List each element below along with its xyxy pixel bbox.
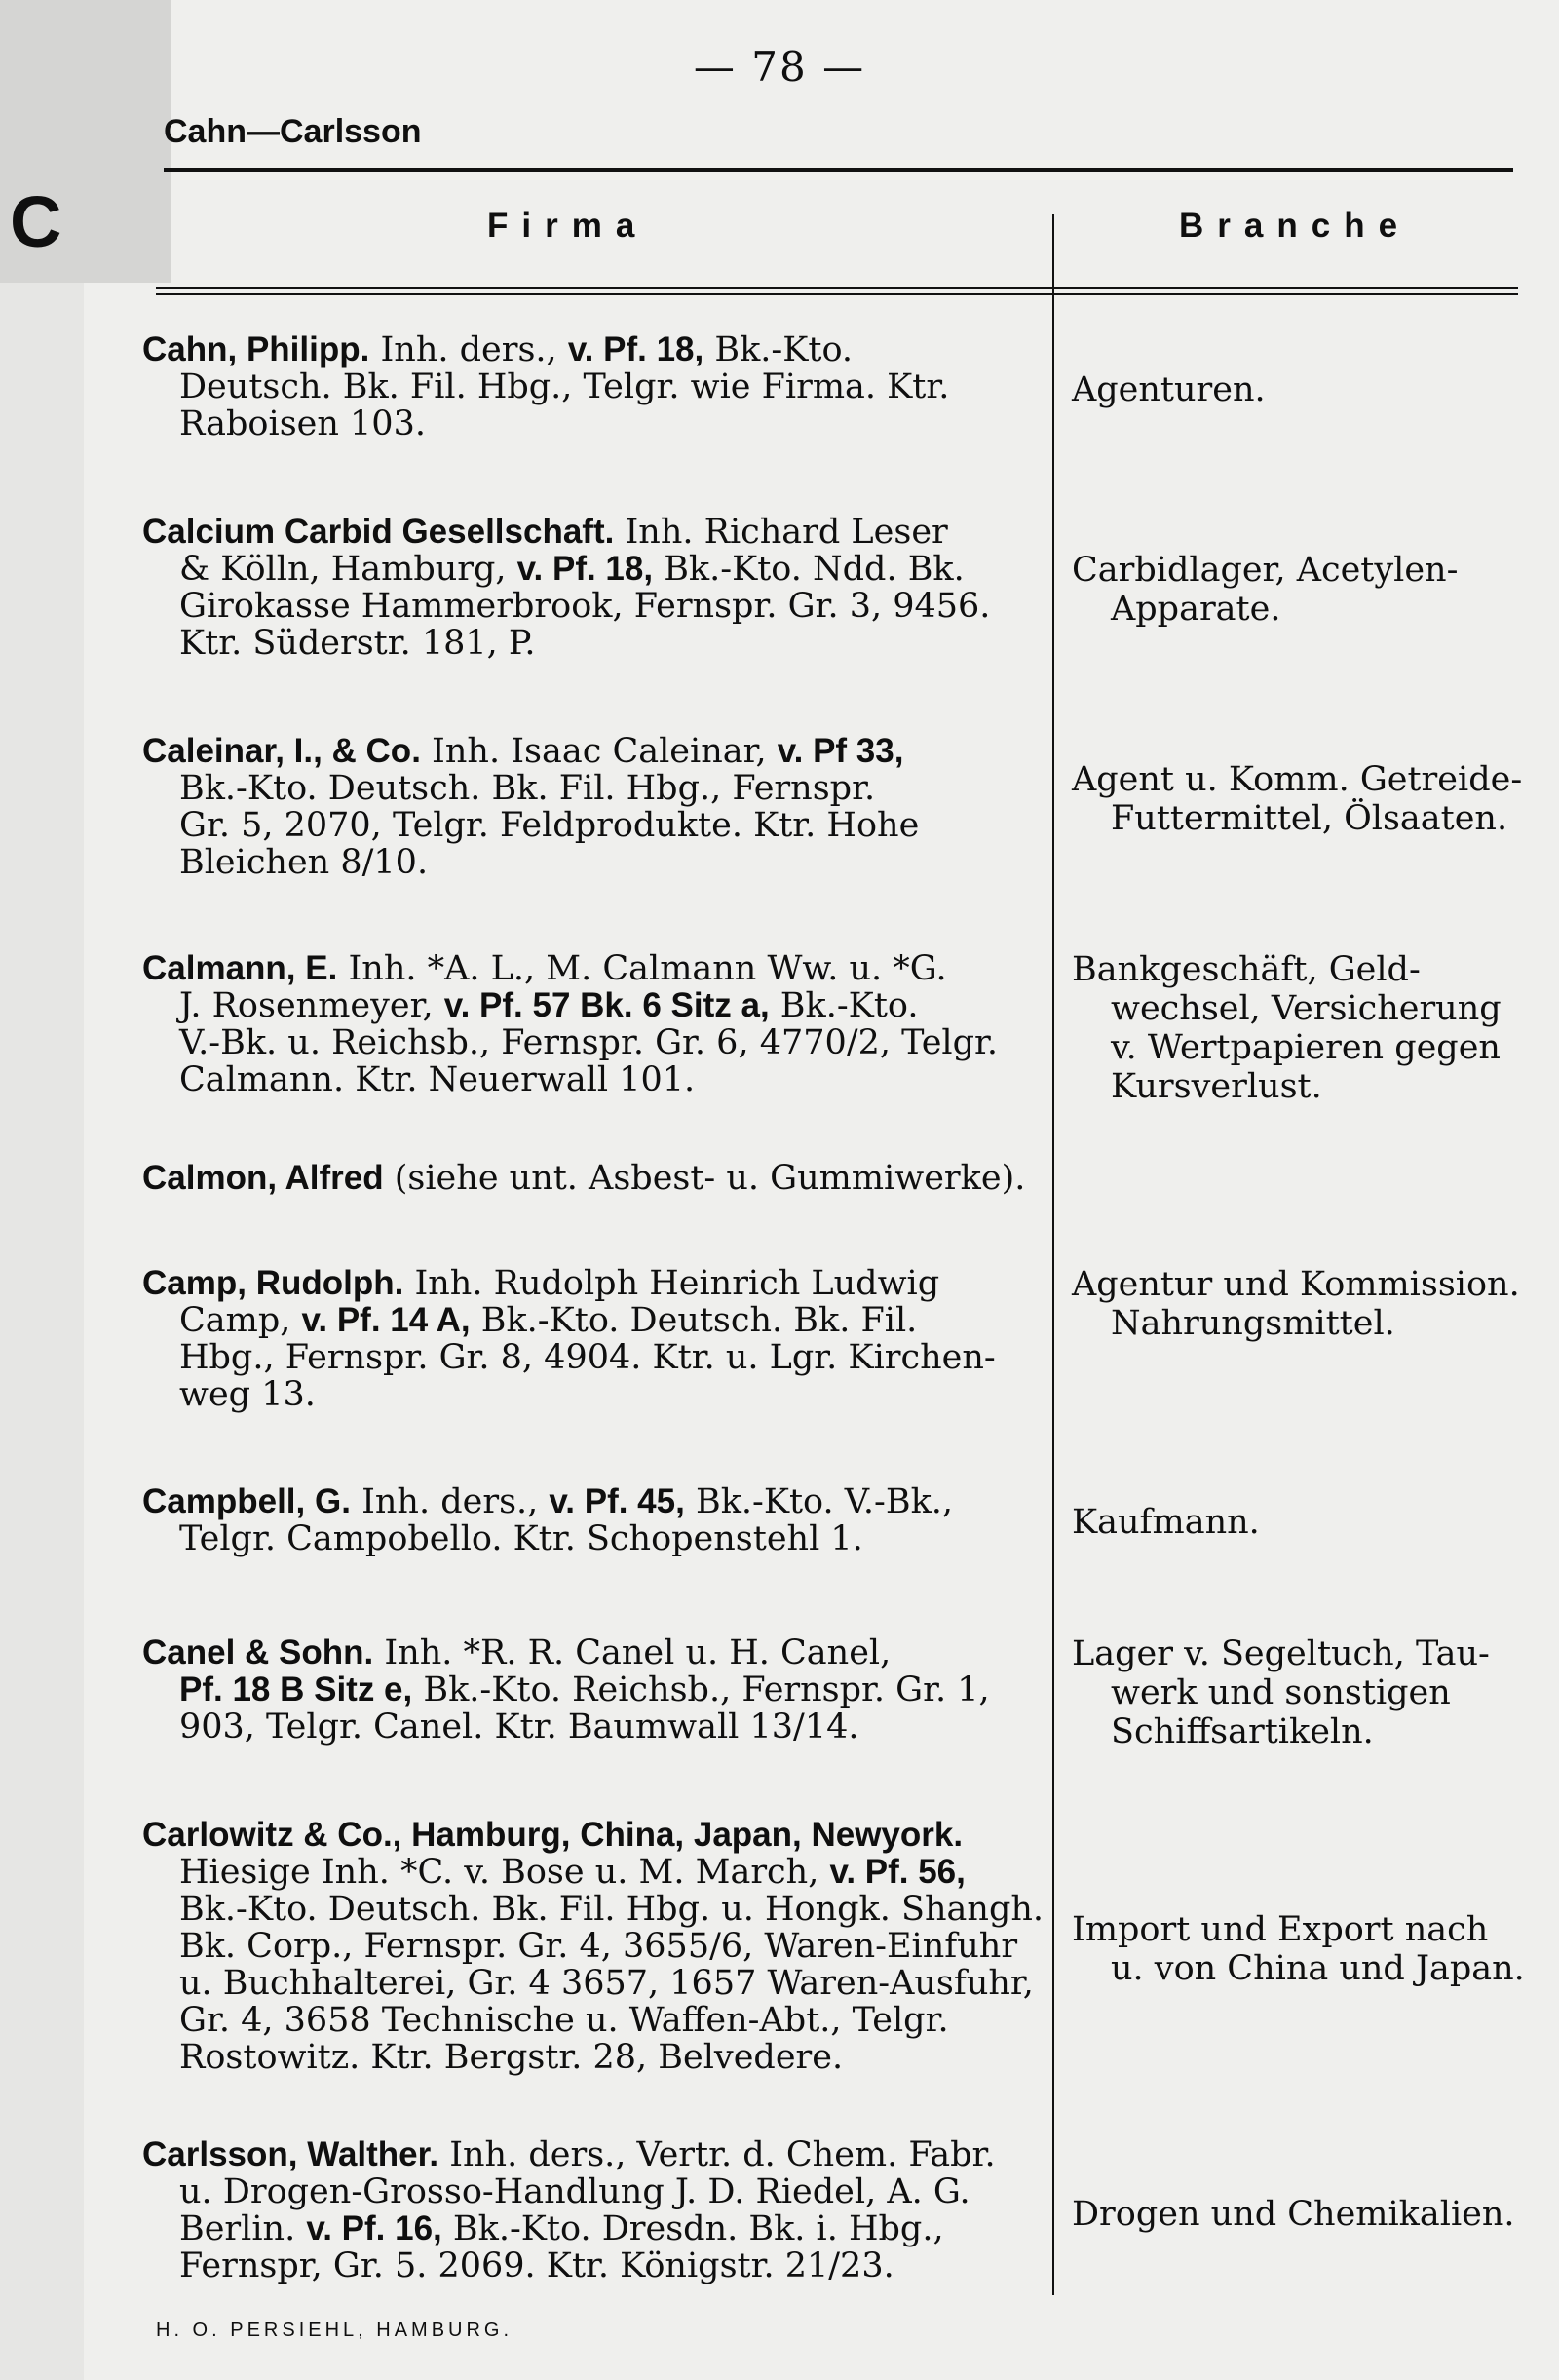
directory-entry bbox=[142, 1817, 1048, 2076]
entry-text: Inh. Richard Leser bbox=[614, 513, 948, 552]
entry-line: u. Buchhalterei, Gr. 4 3657, 1657 Waren-Ausfuhr, bbox=[179, 1964, 1034, 2003]
column-header-firma: Firma bbox=[487, 207, 649, 245]
entry-line: Rostowitz. Ktr. Bergstr. 28, Belvedere. bbox=[179, 2038, 844, 2077]
entry-text: Inh. *R. R. Canel u. H. Canel, bbox=[373, 1633, 892, 1672]
entry-line: Hbg., Fernspr. Gr. 8, 4904. Ktr. u. Lgr. Kirchen- bbox=[179, 1338, 996, 1377]
entry-text: Bk.-Kto. bbox=[703, 330, 854, 369]
firm-name: Cahn, Philipp. bbox=[142, 330, 370, 368]
entry-text: Inh. *A. L., M. Calmann Ww. u. *G. bbox=[337, 949, 947, 988]
firm-name: Camp, Rudolph. bbox=[142, 1264, 404, 1302]
branche-entry bbox=[1072, 950, 1530, 1106]
firm-name: Calmon, Alfred bbox=[142, 1159, 384, 1197]
thumb-index-letter: C bbox=[10, 181, 62, 262]
branche-entry bbox=[1072, 551, 1530, 629]
branche-line: Carbidlager, Acetylen- bbox=[1072, 551, 1459, 590]
entry-line: Girokasse Hammerbrook, Fernspr. Gr. 3, 9456. bbox=[179, 587, 991, 626]
firm-name: Carlsson, Walther. bbox=[142, 2135, 439, 2173]
entry-text: Bk.-Kto. Deutsch. Bk. Fil. bbox=[470, 1301, 918, 1340]
branche-line: Schiffsartikeln. bbox=[1111, 1712, 1374, 1751]
directory-entry bbox=[142, 1160, 1048, 1197]
branche-line: Kaufmann. bbox=[1072, 1503, 1260, 1542]
entry-text: & Kölln, Hamburg, bbox=[179, 550, 517, 589]
entry-text: Inh. Isaac Caleinar, bbox=[420, 732, 778, 771]
entry-line: u. Drogen-Grosso-Handlung J. D. Riedel, A. G. bbox=[179, 2172, 970, 2211]
directory-entry bbox=[142, 2136, 1048, 2284]
entry-text: Inh. ders., bbox=[350, 1482, 550, 1521]
branche-line: Nahrungsmittel. bbox=[1111, 1304, 1395, 1343]
branche-line: Agentur und Kommission. bbox=[1072, 1265, 1520, 1304]
directory-entry bbox=[142, 1483, 1048, 1557]
entry-line: weg 13. bbox=[179, 1375, 316, 1414]
branche-entry bbox=[1072, 760, 1530, 838]
directory-entry bbox=[142, 331, 1048, 442]
directory-entry bbox=[142, 1634, 1048, 1746]
firm-name: Caleinar, I., & Co. bbox=[142, 732, 421, 770]
entry-bold: Pf. 18 B Sitz e, bbox=[179, 1670, 413, 1708]
firm-name: Calmann, E. bbox=[142, 949, 338, 987]
entry-line: Bleichen 8/10. bbox=[179, 843, 429, 882]
entry-line: 903, Telgr. Canel. Ktr. Baumwall 13/14. bbox=[179, 1708, 859, 1747]
entry-text: Inh. Rudolph Heinrich Ludwig bbox=[403, 1264, 940, 1303]
branche-entry bbox=[1072, 370, 1530, 409]
entry-bold: v. Pf. 45, bbox=[549, 1482, 685, 1520]
entry-text: Camp, bbox=[179, 1301, 302, 1340]
branche-line: Apparate. bbox=[1111, 590, 1281, 629]
page-number: — 78 — bbox=[693, 43, 866, 91]
entry-line: Telgr. Campobello. Ktr. Schopenstehl 1. bbox=[179, 1519, 863, 1558]
branche-line: Import und Export nach bbox=[1072, 1910, 1489, 1949]
entry-text: Bk.-Kto. Ndd. Bk. bbox=[653, 550, 965, 589]
entry-line: Ktr. Süderstr. 181, P. bbox=[179, 624, 536, 663]
firm-name: Carlowitz & Co., Hamburg, China, Japan, Newyork. bbox=[142, 1816, 964, 1854]
directory-entry bbox=[142, 1265, 1048, 1413]
directory-entry bbox=[142, 514, 1048, 662]
entry-text: J. Rosenmeyer, bbox=[179, 986, 444, 1025]
entry-line: Deutsch. Bk. Fil. Hbg., Telgr. wie Firma. Ktr. bbox=[179, 367, 950, 406]
entry-line: Bk. Corp., Fernspr. Gr. 4, 3655/6, Waren-Einfuhr bbox=[179, 1927, 1018, 1966]
branche-line: Agent u. Komm. Getreide- bbox=[1072, 760, 1523, 799]
running-head: Cahn—Carlsson bbox=[164, 113, 422, 150]
branche-line: Bankgeschäft, Geld- bbox=[1072, 950, 1421, 989]
branche-line: Agenturen. bbox=[1072, 370, 1266, 409]
entry-line: Raboisen 103. bbox=[179, 404, 426, 443]
branche-line: Lager v. Segeltuch, Tau- bbox=[1072, 1634, 1490, 1673]
entry-line: Gr. 4, 3658 Technische u. Waffen-Abt., Telgr. bbox=[179, 2001, 949, 2040]
firm-name: Canel & Sohn. bbox=[142, 1633, 374, 1671]
entry-bold: v. Pf. 18, bbox=[516, 550, 654, 588]
branche-line: v. Wertpapieren gegen bbox=[1111, 1028, 1501, 1067]
entry-line: Fernspr, Gr. 5. 2069. Ktr. Königstr. 21/23. bbox=[179, 2246, 894, 2285]
entry-text: Bk.-Kto. Reichsb., Fernspr. Gr. 1, bbox=[412, 1670, 990, 1709]
entry-line: Gr. 5, 2070, Telgr. Feldprodukte. Ktr. Hohe bbox=[179, 806, 920, 845]
branche-line: werk und sonstigen bbox=[1111, 1673, 1451, 1712]
entry-text: Hiesige Inh. *C. v. Bose u. M. March, bbox=[179, 1853, 830, 1892]
entry-bold: v. Pf 33, bbox=[777, 732, 904, 770]
branche-entry bbox=[1072, 2195, 1530, 2234]
entry-text: (siehe unt. Asbest- u. Gummiwerke). bbox=[383, 1159, 1026, 1198]
header-rule-bottom bbox=[156, 287, 1518, 289]
directory-entry bbox=[142, 733, 1048, 881]
entry-bold: v. Pf. 57 Bk. 6 Sitz a, bbox=[443, 986, 770, 1024]
entry-text: Berlin. bbox=[179, 2209, 307, 2248]
entry-text: Bk.-Kto. bbox=[769, 986, 919, 1025]
entry-text: Inh. ders., bbox=[369, 330, 568, 369]
branche-line: Futtermittel, Ölsaaten. bbox=[1111, 799, 1508, 838]
entry-bold: v. Pf. 18, bbox=[567, 330, 704, 368]
branche-entry bbox=[1072, 1634, 1530, 1751]
entry-line: Calmann. Ktr. Neuerwall 101. bbox=[179, 1060, 696, 1099]
branche-line: wechsel, Versicherung bbox=[1111, 989, 1502, 1028]
firm-name: Calcium Carbid Gesellschaft. bbox=[142, 513, 615, 551]
column-divider bbox=[1052, 214, 1054, 2295]
entry-line: Bk.-Kto. Deutsch. Bk. Fil. Hbg. u. Hongk. Shangh. bbox=[179, 1890, 1045, 1929]
entry-line: V.-Bk. u. Reichsb., Fernspr. Gr. 6, 4770/2, Telgr. bbox=[179, 1023, 999, 1062]
column-header-branche: Branche bbox=[1179, 207, 1412, 245]
entry-text: Bk.-Kto. V.-Bk., bbox=[684, 1482, 954, 1521]
branche-entry bbox=[1072, 1503, 1530, 1542]
header-rule-bottom-2 bbox=[156, 293, 1518, 295]
firm-name: Campbell, G. bbox=[142, 1482, 351, 1520]
branche-line: Drogen und Chemikalien. bbox=[1072, 2195, 1515, 2234]
entry-bold: v. Pf. 14 A, bbox=[301, 1301, 471, 1339]
branche-entry bbox=[1072, 1910, 1530, 1988]
entry-text: Inh. ders., Vertr. d. Chem. Fabr. bbox=[438, 2135, 996, 2174]
branche-entry bbox=[1072, 1265, 1530, 1343]
entry-line: Bk.-Kto. Deutsch. Bk. Fil. Hbg., Fernspr. bbox=[179, 769, 876, 808]
printer-imprint: H. O. PERSIEHL, HAMBURG. bbox=[156, 2320, 513, 2341]
header-rule-top bbox=[164, 168, 1513, 172]
branche-line: Kursverlust. bbox=[1111, 1067, 1322, 1106]
branche-line: u. von China und Japan. bbox=[1111, 1949, 1525, 1988]
directory-entry bbox=[142, 950, 1048, 1098]
entry-bold: v. Pf. 16, bbox=[306, 2209, 442, 2247]
entry-bold: v. Pf. 56, bbox=[829, 1853, 966, 1891]
entry-text: Bk.-Kto. Dresdn. Bk. i. Hbg., bbox=[441, 2209, 944, 2248]
